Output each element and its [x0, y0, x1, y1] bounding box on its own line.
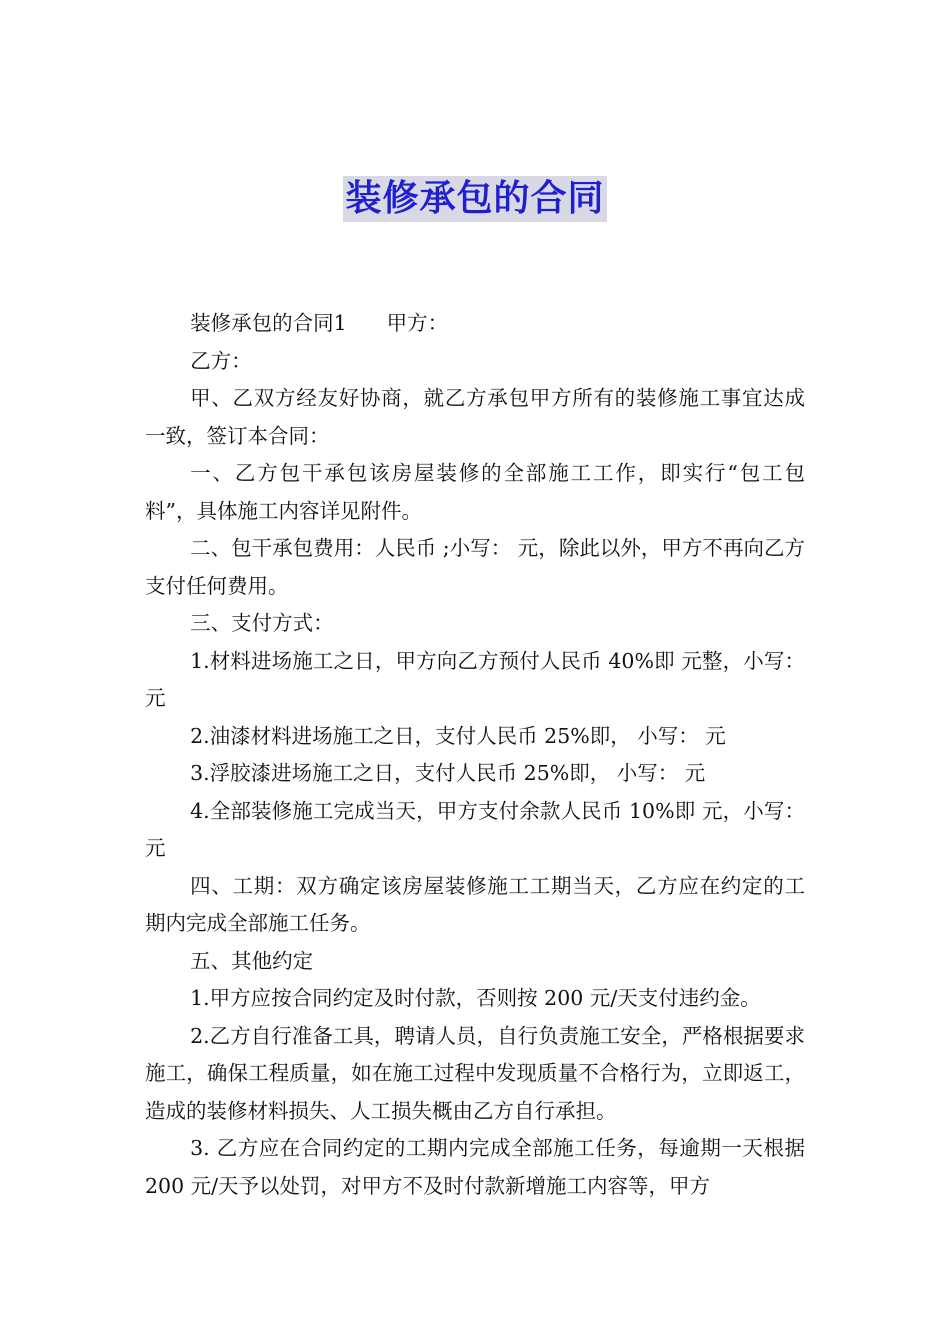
- paragraph-other-2: 2.乙方自行准备工具，聘请人员，自行负责施工安全，严格根据要求施工，确保工程质量，如在施工过程中发现质量不合格行为，立即返工，造成的装修材料损失、人工损失概由乙方自行承担。: [145, 1023, 805, 1123]
- paragraph-clause-4: 四、工期：双方确定该房屋装修施工工期当天，乙方应在约定的工期内完成全部施工任务。: [145, 873, 805, 935]
- paragraph-payment-3: 3.浮胶漆进场施工之日，支付人民币 25%即， 小写： 元: [190, 761, 706, 785]
- title-container: [0, 176, 950, 222]
- paragraph-other-3: 3. 乙方应在合同约定的工期内完成全部施工任务，每逾期一天根据 200 元/天予以处罚，对甲方不及时付款新增施工内容等，甲方: [145, 1136, 805, 1198]
- paragraph-clause-3-heading: 三、支付方式：: [190, 611, 334, 635]
- document-body: [145, 305, 805, 1205]
- paragraph-payment-1: 1.材料进场施工之日，甲方向乙方预付人民币 40%即 元整，小写： 元: [145, 648, 805, 710]
- party-a-label: 甲方：: [386, 311, 449, 335]
- paragraph-preamble: 甲、乙双方经友好协商，就乙方承包甲方所有的装修施工事宜达成一致，签订本合同：: [145, 386, 805, 448]
- paragraph-payment-4: 4.全部装修施工完成当天，甲方支付余款人民币 10%即 元，小写： 元: [145, 798, 805, 860]
- paragraph-party-b: 乙方：: [190, 348, 252, 373]
- paragraph-payment-2: 2.油漆材料进场施工之日，支付人民币 25%即， 小写： 元: [190, 723, 726, 748]
- paragraph-clause-2: 二、包干承包费用：人民币 ;小写： 元，除此以外，甲方不再向乙方支付任何费用。: [145, 536, 805, 598]
- header-line: [145, 305, 805, 343]
- contract-number-label: 装修承包的合同1: [190, 311, 347, 335]
- paragraph-clause-5-heading: 五、其他约定: [190, 948, 314, 973]
- paragraph-clause-1: 一、乙方包干承包该房屋装修的全部施工工作，即实行“包工包料”，具体施工内容详见附件。: [145, 461, 805, 523]
- paragraph-other-1: 1.甲方应按合同约定及时付款，否则按 200 元/天支付违约金。: [190, 986, 761, 1010]
- document-title: 装修承包的合同: [343, 176, 606, 222]
